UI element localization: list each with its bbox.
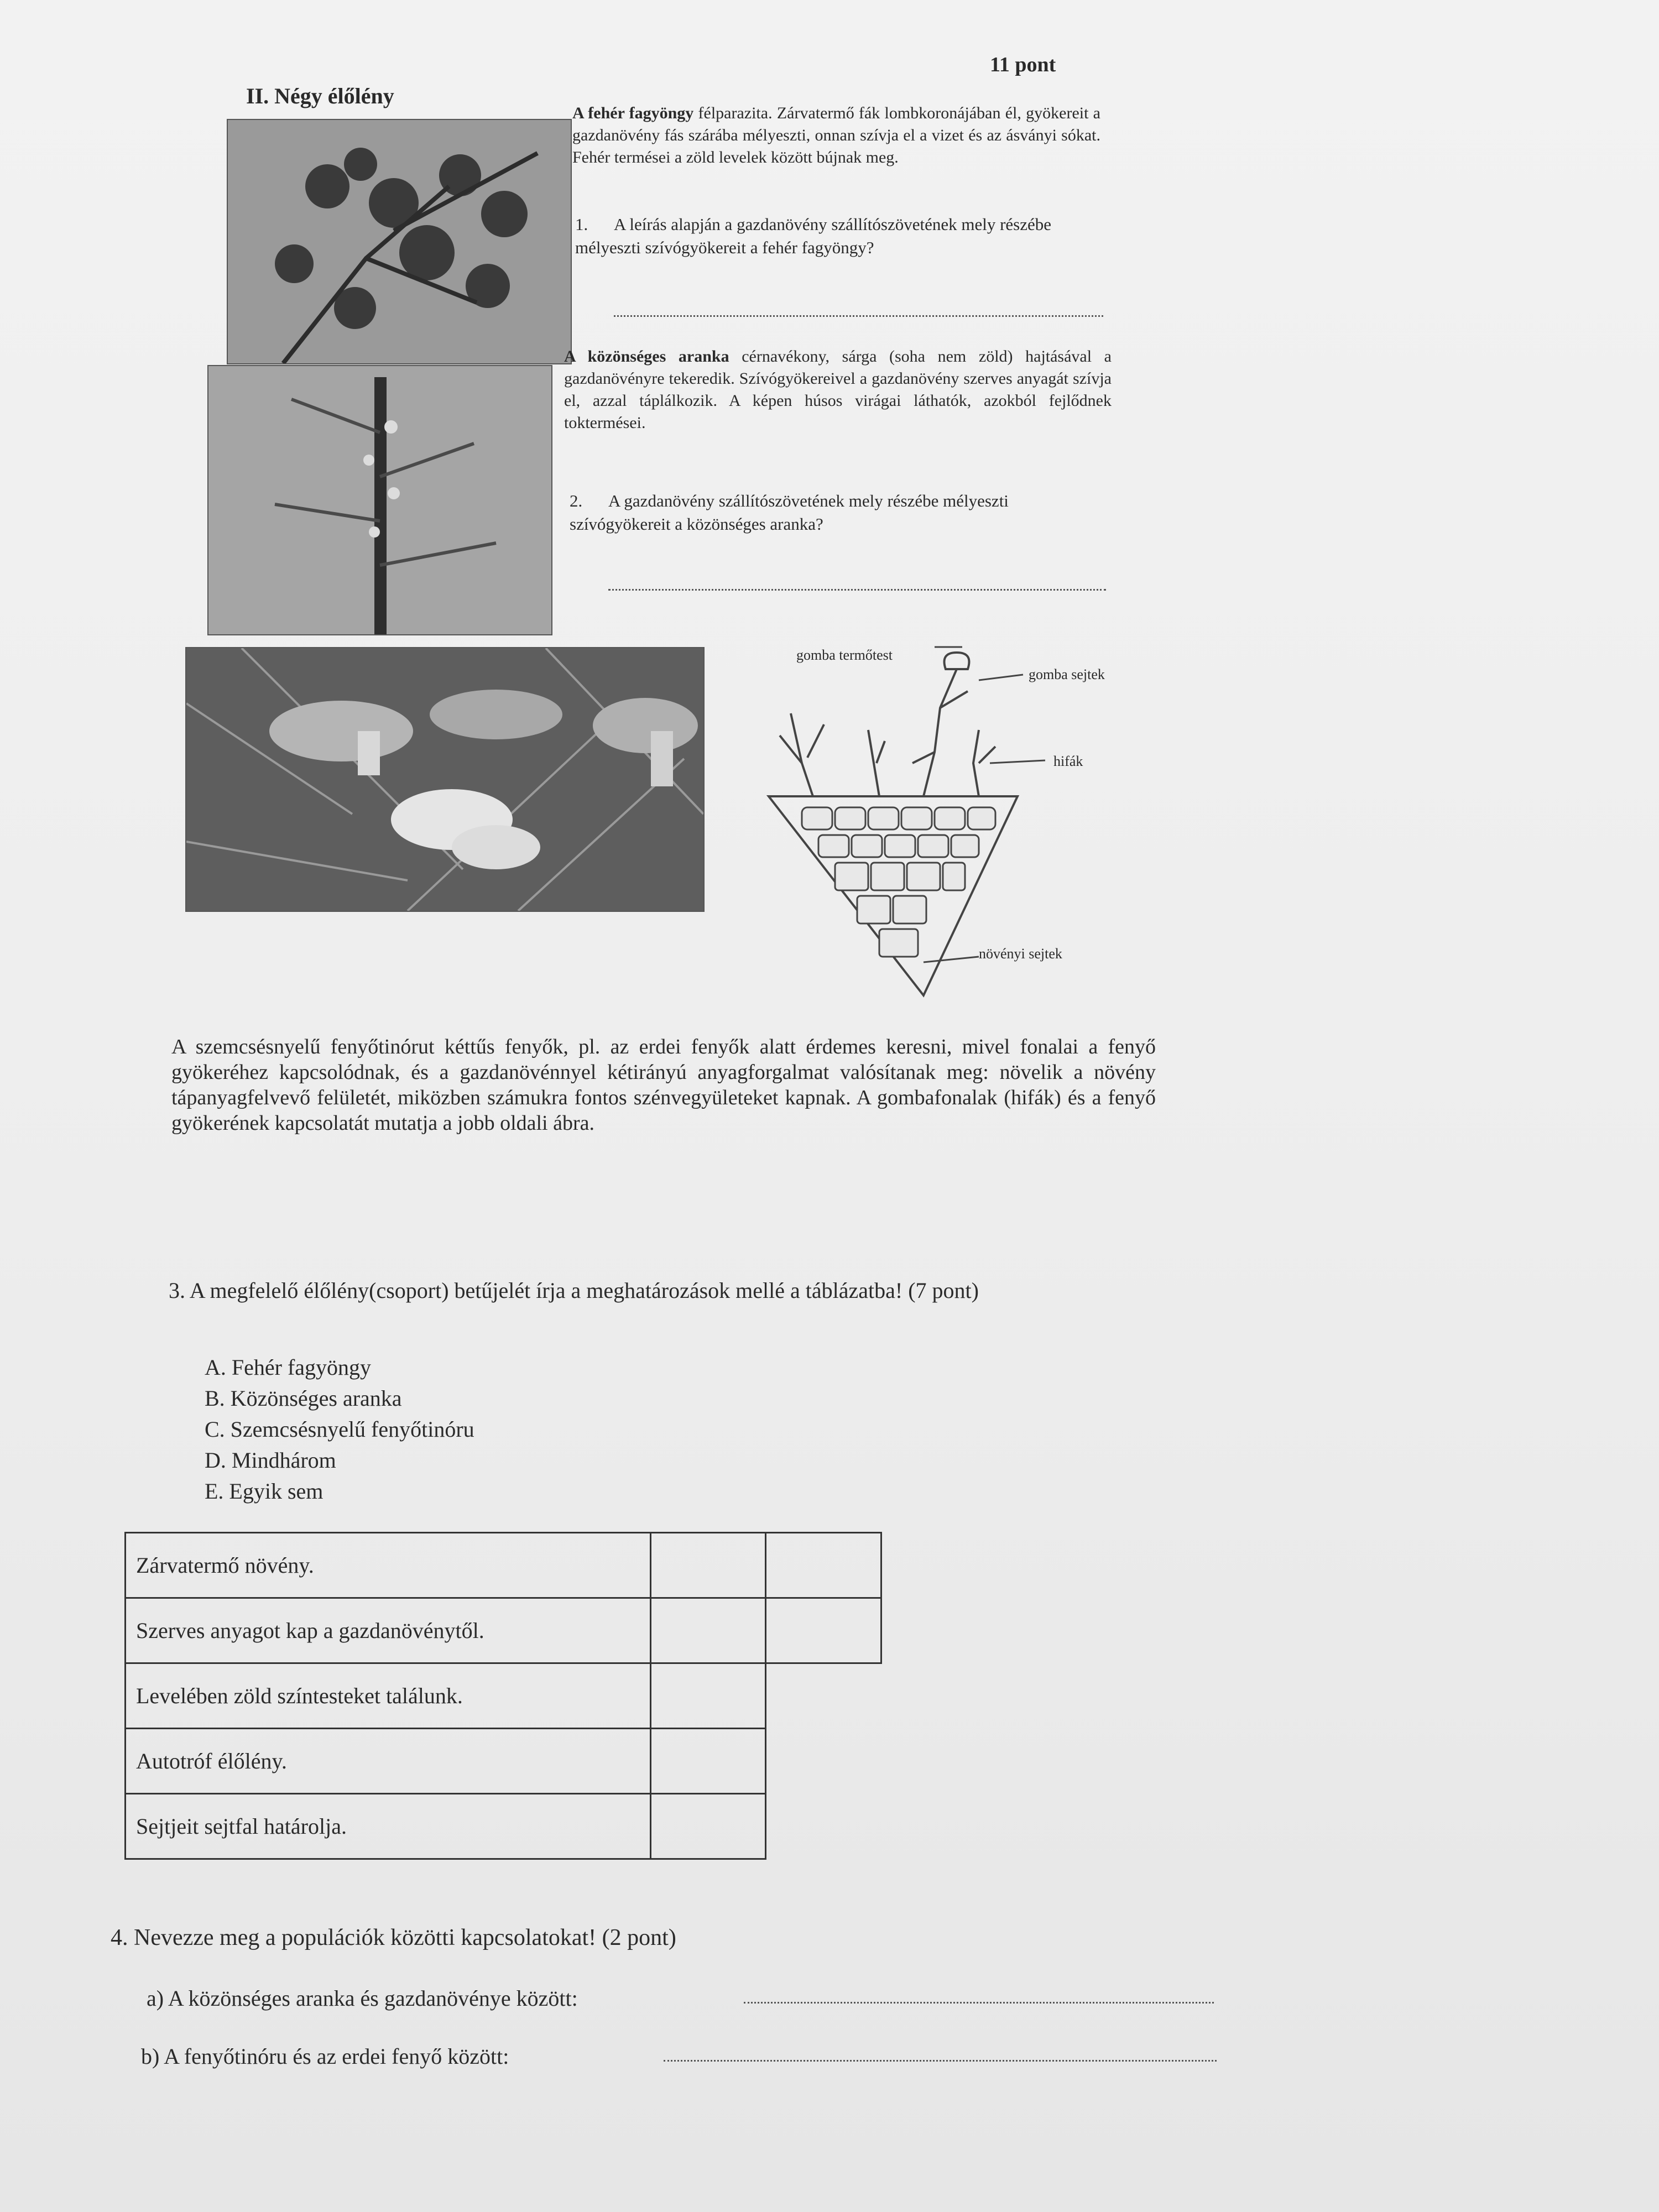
- table-row: [126, 1663, 881, 1729]
- question-4: 4. Nevezze meg a populációk közötti kapcsolatokat! (2 pont): [111, 1925, 676, 1950]
- answer-cell[interactable]: [766, 1598, 881, 1663]
- empty-cell: [766, 1663, 881, 1729]
- mistletoe-paragraph: [572, 102, 1100, 169]
- answer-cell[interactable]: [650, 1729, 766, 1794]
- answer-line-4b[interactable]: [664, 2060, 1217, 2062]
- mistletoe-name: A fehér fagyöngy: [572, 104, 694, 122]
- option-d: D. Mindhárom: [205, 1448, 336, 1473]
- answer-line-2[interactable]: [608, 589, 1106, 591]
- answer-cell[interactable]: [766, 1533, 881, 1598]
- option-b: B. Közönséges aranka: [205, 1386, 402, 1411]
- table-row: [126, 1794, 881, 1859]
- label-fungal-cells: gomba sejtek: [1029, 666, 1105, 682]
- mistletoe-photo: [227, 119, 572, 364]
- table-row: [126, 1598, 881, 1663]
- answer-cell[interactable]: [650, 1663, 766, 1729]
- mycorrhiza-diagram: [758, 630, 1145, 1029]
- question-1: [575, 213, 1106, 259]
- question-1-number: 1.: [575, 215, 588, 234]
- dodder-paragraph: [564, 346, 1112, 434]
- option-c: C. Szemcsésnyelű fenyőtinóru: [205, 1417, 474, 1442]
- question-4a: a) A közönséges aranka és gazdanövénye között:: [147, 1986, 578, 2011]
- label-hyphae: hifák: [1053, 753, 1083, 769]
- bolete-photo: [185, 647, 705, 912]
- empty-cell: [766, 1794, 881, 1859]
- question-2-number: 2.: [570, 491, 583, 510]
- answer-cell[interactable]: [650, 1533, 766, 1598]
- table-row: [126, 1533, 881, 1598]
- answer-line-4a[interactable]: [744, 2002, 1214, 2004]
- answer-cell[interactable]: [650, 1598, 766, 1663]
- mistletoe-text: félparazita. Zárvatermő fák lombkoronájában él, gyökereit a gazdanövény fás szárába mélyeszti, onnan szívja el a vizet és az ásványi sókat. Fehér termései a zöld levelek között bújnak meg.: [572, 104, 1100, 166]
- question-4b: b) A fenyőtinóru és az erdei fenyő között:: [141, 2044, 509, 2069]
- option-e: E. Egyik sem: [205, 1479, 324, 1504]
- question-2: [570, 489, 1112, 536]
- label-fruiting-body: gomba termőtest: [796, 647, 893, 663]
- table-row-label: Zárvatermő növény.: [126, 1533, 651, 1598]
- bolete-paragraph: A szemcsésnyelű fenyőtinórut kéttűs fenyők, pl. az erdei fenyők alatt érdemes keresni, mivel fonalai a fenyő gyökeréhez kapcsolódnak, és a gazdanövénnyel kétirányú anyagforgalmat valósítanak meg: növelik a növény tápanyagfelvevő felületét, miközben számukra fontos szénvegyületeket kapnak. A gombafonalak (hifák) és a fenyő gyökerének kapcsolatát mutatja a jobb oldali ábra.: [171, 1035, 1156, 1135]
- dodder-photo: [207, 365, 552, 635]
- table-row-label: Autotróf élőlény.: [126, 1729, 651, 1794]
- question-1-text: A leírás alapján a gazdanövény szállítószövetének mely részébe mélyeszti szívógyökereit a fehér fagyöngy?: [575, 215, 1052, 257]
- answer-line-1[interactable]: [614, 315, 1103, 317]
- table-row-label: Levelében zöld színtesteket találunk.: [126, 1663, 651, 1729]
- question-2-text: A gazdanövény szállítószövetének mely részébe mélyeszti szívógyökereit a közönséges aranka?: [570, 491, 1009, 534]
- dodder-name: A közönséges aranka: [564, 347, 729, 366]
- label-plant-cells: növényi sejtek: [979, 946, 1062, 962]
- table-row-label: Szerves anyagot kap a gazdanövénytől.: [126, 1598, 651, 1663]
- points-label: 11 pont: [990, 53, 1056, 76]
- answer-cell[interactable]: [650, 1794, 766, 1859]
- empty-cell: [766, 1729, 881, 1794]
- table-row-label: Sejtjeit sejtfal határolja.: [126, 1794, 651, 1859]
- options-list: [205, 1352, 474, 1507]
- option-a: A. Fehér fagyöngy: [205, 1355, 372, 1380]
- dodder-text: cérnavékony, sárga (soha nem zöld) hajtásával a gazdanövényre tekeredik. Szívógyökereivel a gazdanövény szerves anyagát szívja el, azzal táplálkozik. A képen húsos virágai láthatók, azokból fejlődnek toktermései.: [564, 347, 1112, 432]
- question-3: 3. A megfelelő élőlény(csoport) betűjelét írja a meghatározások mellé a táblázatba! (7 pont): [169, 1278, 979, 1303]
- table-row: [126, 1729, 881, 1794]
- answer-table: [124, 1532, 882, 1860]
- section-title: II. Négy élőlény: [246, 84, 394, 108]
